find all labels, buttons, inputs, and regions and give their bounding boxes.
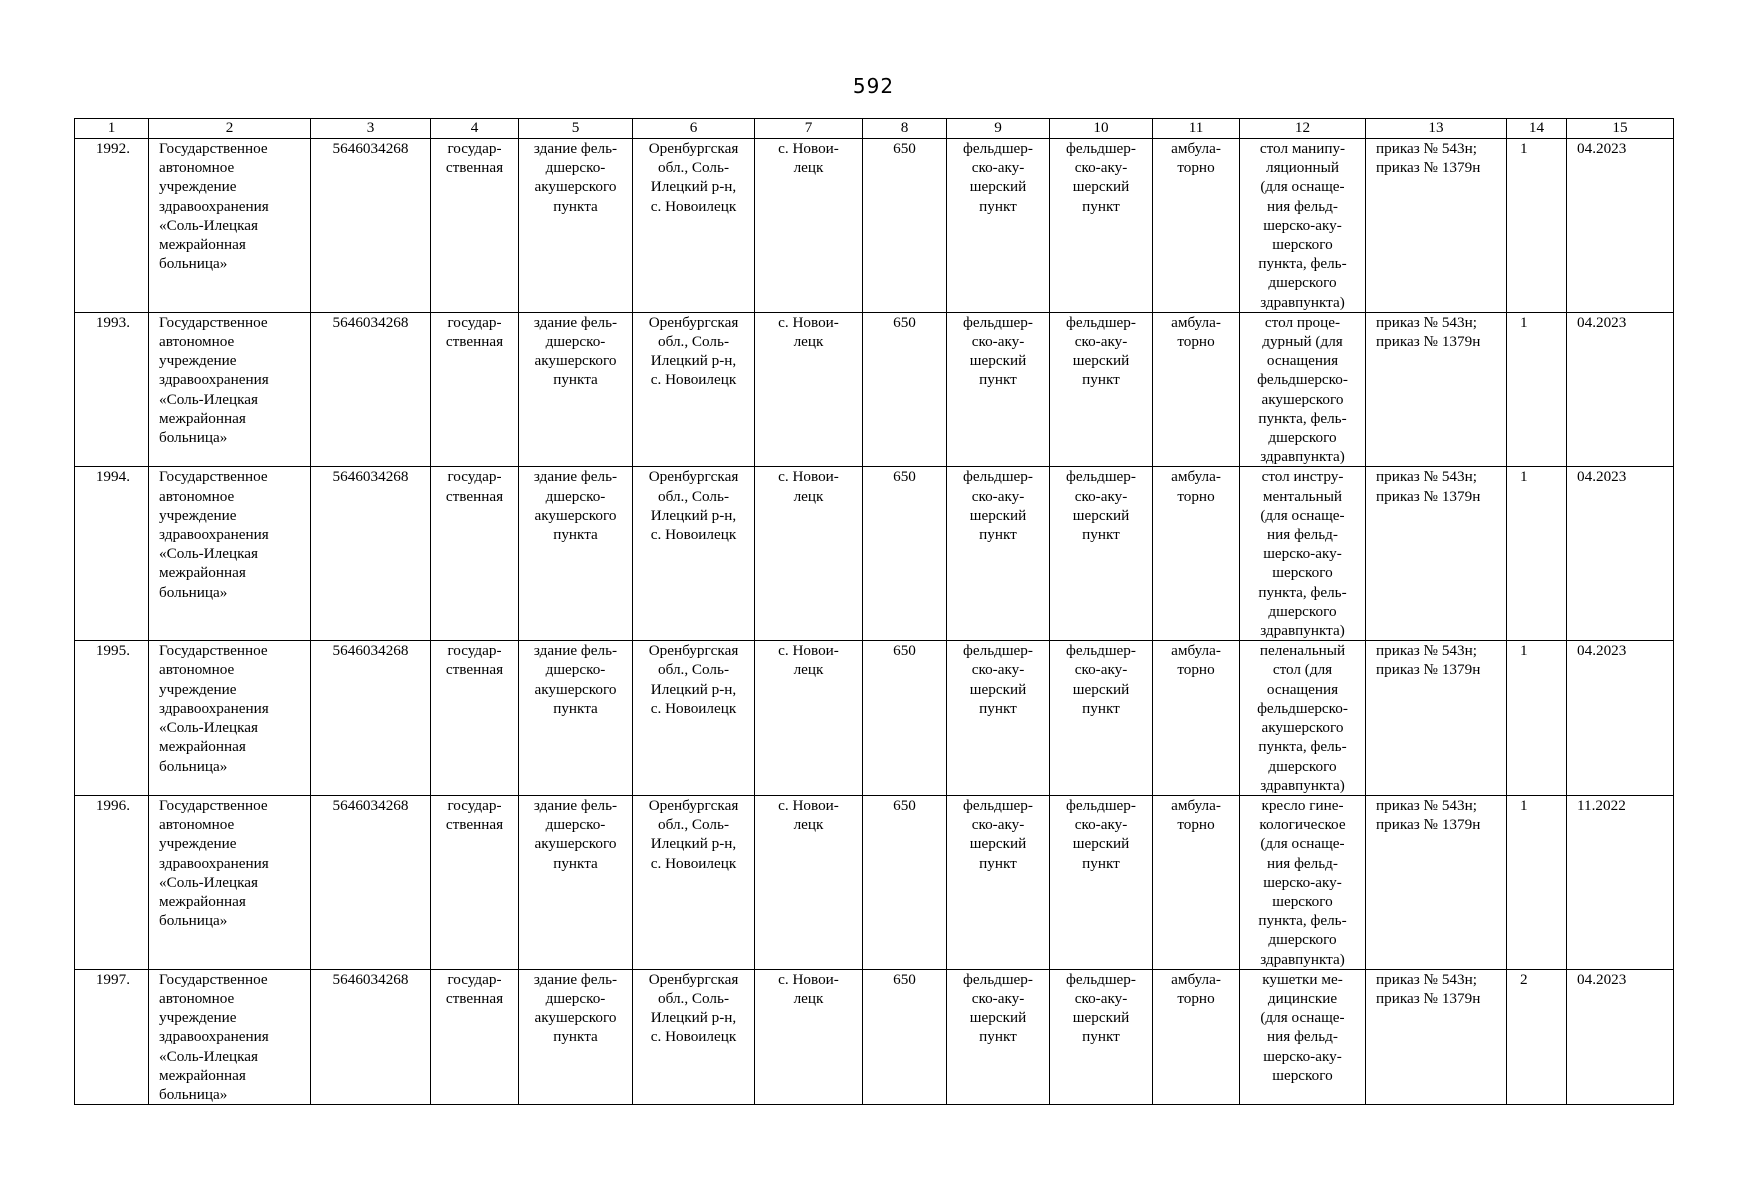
organization-name: Государственное автономное учреждение здравоохранения «Соль-Илецкая межрайонная больница» bbox=[149, 139, 311, 313]
unit-name: фельдшер- ско-аку- шерский пункт bbox=[1050, 641, 1153, 796]
code: 650 bbox=[863, 969, 947, 1104]
organization-name: Государственное автономное учреждение здравоохранения «Соль-Илецкая межрайонная больница» bbox=[149, 795, 311, 969]
building: здание фель- дшерско- акушерского пункта bbox=[519, 467, 633, 641]
column-header: 5 bbox=[519, 119, 633, 139]
column-header: 15 bbox=[1567, 119, 1674, 139]
address: Оренбургская обл., Соль- Илецкий р-н, с. Новоилецк bbox=[633, 969, 755, 1104]
quantity: 1 bbox=[1507, 312, 1567, 467]
ownership-form: государ- ственная bbox=[431, 641, 519, 796]
code: 650 bbox=[863, 795, 947, 969]
unit-name: фельдшер- ско-аку- шерский пункт bbox=[1050, 139, 1153, 313]
register-table bbox=[74, 118, 1674, 1105]
code: 650 bbox=[863, 641, 947, 796]
column-header: 9 bbox=[947, 119, 1050, 139]
address: Оренбургская обл., Соль- Илецкий р-н, с. Новоилецк bbox=[633, 467, 755, 641]
unit-type: фельдшер- ско-аку- шерский пункт bbox=[947, 467, 1050, 641]
date: 11.2022 bbox=[1567, 795, 1674, 969]
address: Оренбургская обл., Соль- Илецкий р-н, с. Новоилецк bbox=[633, 139, 755, 313]
inn: 5646034268 bbox=[311, 795, 431, 969]
quantity: 1 bbox=[1507, 139, 1567, 313]
row-number: 1997. bbox=[75, 969, 149, 1104]
orders: приказ № 543н; приказ № 1379н bbox=[1366, 795, 1507, 969]
care-conditions: амбула- торно bbox=[1153, 795, 1240, 969]
column-header: 14 bbox=[1507, 119, 1567, 139]
building: здание фель- дшерско- акушерского пункта bbox=[519, 139, 633, 313]
care-conditions: амбула- торно bbox=[1153, 641, 1240, 796]
building: здание фель- дшерско- акушерского пункта bbox=[519, 795, 633, 969]
row-number: 1994. bbox=[75, 467, 149, 641]
equipment: стол проце- дурный (для оснащения фельдшерско- акушерского пункта, фель- дшерского здравпункта) bbox=[1240, 312, 1366, 467]
column-header: 4 bbox=[431, 119, 519, 139]
ownership-form: государ- ственная bbox=[431, 969, 519, 1104]
column-header: 3 bbox=[311, 119, 431, 139]
settlement: с. Новои- лецк bbox=[755, 969, 863, 1104]
date: 04.2023 bbox=[1567, 312, 1674, 467]
table-row bbox=[75, 795, 1674, 969]
unit-type: фельдшер- ско-аку- шерский пункт bbox=[947, 969, 1050, 1104]
organization-name: Государственное автономное учреждение здравоохранения «Соль-Илецкая межрайонная больница» bbox=[149, 467, 311, 641]
unit-name: фельдшер- ско-аку- шерский пункт bbox=[1050, 795, 1153, 969]
quantity: 1 bbox=[1507, 795, 1567, 969]
unit-name: фельдшер- ско-аку- шерский пункт bbox=[1050, 467, 1153, 641]
orders: приказ № 543н; приказ № 1379н bbox=[1366, 641, 1507, 796]
column-header: 8 bbox=[863, 119, 947, 139]
date: 04.2023 bbox=[1567, 641, 1674, 796]
inn: 5646034268 bbox=[311, 312, 431, 467]
unit-type: фельдшер- ско-аку- шерский пункт bbox=[947, 795, 1050, 969]
settlement: с. Новои- лецк bbox=[755, 641, 863, 796]
ownership-form: государ- ственная bbox=[431, 312, 519, 467]
row-number: 1992. bbox=[75, 139, 149, 313]
column-header: 7 bbox=[755, 119, 863, 139]
care-conditions: амбула- торно bbox=[1153, 312, 1240, 467]
column-header: 1 bbox=[75, 119, 149, 139]
organization-name: Государственное автономное учреждение здравоохранения «Соль-Илецкая межрайонная больница» bbox=[149, 312, 311, 467]
column-header: 12 bbox=[1240, 119, 1366, 139]
settlement: с. Новои- лецк bbox=[755, 139, 863, 313]
equipment: стол манипу- ляционный (для оснаще- ния фельд- шерско-аку- шерского пункта, фель- дшерского здравпункта) bbox=[1240, 139, 1366, 313]
equipment: кресло гине- кологическое (для оснаще- ния фельд- шерско-аку- шерского пункта, фель- дшерского здравпункта) bbox=[1240, 795, 1366, 969]
unit-type: фельдшер- ско-аку- шерский пункт bbox=[947, 312, 1050, 467]
ownership-form: государ- ственная bbox=[431, 467, 519, 641]
unit-type: фельдшер- ско-аку- шерский пункт bbox=[947, 641, 1050, 796]
row-number: 1996. bbox=[75, 795, 149, 969]
column-header: 2 bbox=[149, 119, 311, 139]
table-row bbox=[75, 969, 1674, 1104]
building: здание фель- дшерско- акушерского пункта bbox=[519, 641, 633, 796]
inn: 5646034268 bbox=[311, 139, 431, 313]
ownership-form: государ- ственная bbox=[431, 139, 519, 313]
column-number-row bbox=[75, 119, 1674, 139]
inn: 5646034268 bbox=[311, 641, 431, 796]
unit-name: фельдшер- ско-аку- шерский пункт bbox=[1050, 312, 1153, 467]
settlement: с. Новои- лецк bbox=[755, 795, 863, 969]
orders: приказ № 543н; приказ № 1379н bbox=[1366, 467, 1507, 641]
date: 04.2023 bbox=[1567, 139, 1674, 313]
inn: 5646034268 bbox=[311, 467, 431, 641]
quantity: 1 bbox=[1507, 641, 1567, 796]
care-conditions: амбула- торно bbox=[1153, 969, 1240, 1104]
equipment: стол инстру- ментальный (для оснаще- ния фельд- шерско-аку- шерского пункта, фель- дшерского здравпункта) bbox=[1240, 467, 1366, 641]
row-number: 1995. bbox=[75, 641, 149, 796]
orders: приказ № 543н; приказ № 1379н bbox=[1366, 139, 1507, 313]
address: Оренбургская обл., Соль- Илецкий р-н, с. Новоилецк bbox=[633, 312, 755, 467]
ownership-form: государ- ственная bbox=[431, 795, 519, 969]
equipment: пеленальный стол (для оснащения фельдшерско- акушерского пункта, фель- дшерского здравпункта) bbox=[1240, 641, 1366, 796]
address: Оренбургская обл., Соль- Илецкий р-н, с. Новоилецк bbox=[633, 641, 755, 796]
column-header: 10 bbox=[1050, 119, 1153, 139]
column-header: 13 bbox=[1366, 119, 1507, 139]
address: Оренбургская обл., Соль- Илецкий р-н, с. Новоилецк bbox=[633, 795, 755, 969]
table-row bbox=[75, 139, 1674, 313]
care-conditions: амбула- торно bbox=[1153, 467, 1240, 641]
equipment: кушетки ме- дицинские (для оснаще- ния фельд- шерско-аку- шерского bbox=[1240, 969, 1366, 1104]
date: 04.2023 bbox=[1567, 969, 1674, 1104]
column-header: 6 bbox=[633, 119, 755, 139]
orders: приказ № 543н; приказ № 1379н bbox=[1366, 969, 1507, 1104]
code: 650 bbox=[863, 139, 947, 313]
date: 04.2023 bbox=[1567, 467, 1674, 641]
column-header: 11 bbox=[1153, 119, 1240, 139]
organization-name: Государственное автономное учреждение здравоохранения «Соль-Илецкая межрайонная больница» bbox=[149, 969, 311, 1104]
page-number: 592 bbox=[852, 74, 895, 98]
building: здание фель- дшерско- акушерского пункта bbox=[519, 969, 633, 1104]
code: 650 bbox=[863, 467, 947, 641]
settlement: с. Новои- лецк bbox=[755, 467, 863, 641]
table-row bbox=[75, 312, 1674, 467]
settlement: с. Новои- лецк bbox=[755, 312, 863, 467]
inn: 5646034268 bbox=[311, 969, 431, 1104]
care-conditions: амбула- торно bbox=[1153, 139, 1240, 313]
building: здание фель- дшерско- акушерского пункта bbox=[519, 312, 633, 467]
quantity: 1 bbox=[1507, 467, 1567, 641]
orders: приказ № 543н; приказ № 1379н bbox=[1366, 312, 1507, 467]
code: 650 bbox=[863, 312, 947, 467]
table-row bbox=[75, 641, 1674, 796]
table-row bbox=[75, 467, 1674, 641]
quantity: 2 bbox=[1507, 969, 1567, 1104]
unit-name: фельдшер- ско-аку- шерский пункт bbox=[1050, 969, 1153, 1104]
organization-name: Государственное автономное учреждение здравоохранения «Соль-Илецкая межрайонная больница» bbox=[149, 641, 311, 796]
row-number: 1993. bbox=[75, 312, 149, 467]
unit-type: фельдшер- ско-аку- шерский пункт bbox=[947, 139, 1050, 313]
